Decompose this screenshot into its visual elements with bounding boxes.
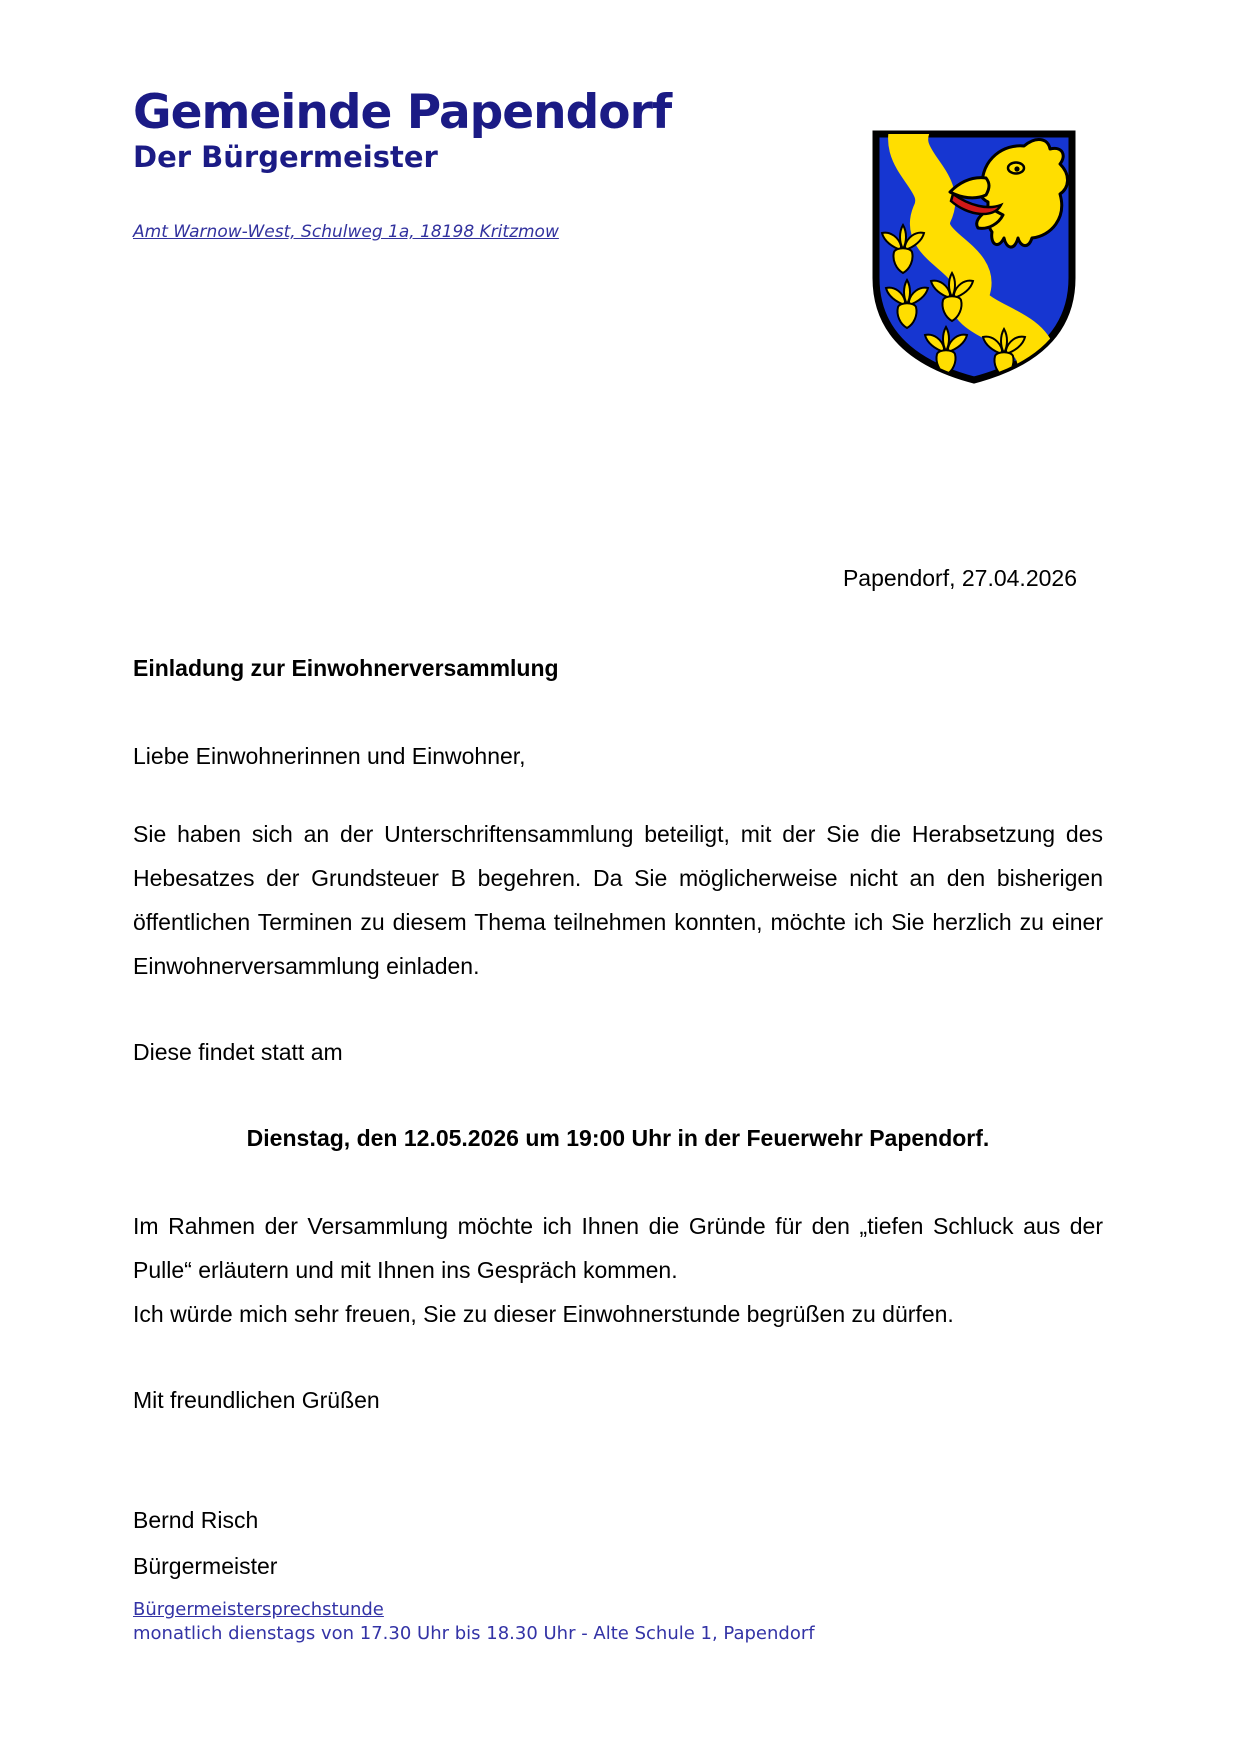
papendorf-coat-of-arms-icon xyxy=(870,128,1078,386)
signature-name: Bernd Risch xyxy=(133,1507,259,1534)
signature-role: Bürgermeister xyxy=(133,1553,278,1580)
org-name: Gemeinde Papendorf xyxy=(133,85,672,140)
footer-title: Bürgermeistersprechstunde xyxy=(133,1599,384,1620)
closing-line: Mit freundlichen Grüßen xyxy=(133,1387,380,1414)
subject-line: Einladung zur Einwohnerversammlung xyxy=(133,655,559,682)
dateline: Papendorf, 27.04.2026 xyxy=(842,565,1077,592)
salutation: Liebe Einwohnerinnen und Einwohner, xyxy=(133,743,526,770)
event-line: Dienstag, den 12.05.2026 um 19:00 Uhr in der Feuerwehr Papendorf. xyxy=(246,1125,990,1152)
coat-of-arms-svg xyxy=(870,128,1078,386)
lead-in-line: Diese findet statt am xyxy=(133,1039,343,1066)
footer-details: monatlich dienstags von 17.30 Uhr bis 18.30 Uhr - Alte Schule 1, Papendorf xyxy=(133,1623,815,1644)
footer xyxy=(133,1598,815,1646)
paragraph-1: Sie haben sich an der Unterschriftensammlung beteiligt, mit der Sie die Herabsetzung des Hebesatzes der Grundsteuer B begehren. Da Sie möglicherweise nicht an den bisherigen öffentlichen Terminen zu diesem Thema teilnehmen konnten, möchte ich Sie herzlich zu einer Einwohnerversammlung einladen. xyxy=(133,821,1103,980)
paragraph-3: Ich würde mich sehr freuen, Sie zu dieser Einwohnerstunde begrüßen zu dürfen. xyxy=(133,1301,954,1328)
office-address-line: Amt Warnow-West, Schulweg 1a, 18198 Kritzmow xyxy=(133,222,559,243)
org-role: Der Bürgermeister xyxy=(133,139,438,174)
paragraph-2: Im Rahmen der Versammlung möchte ich Ihnen die Gründe für den „tiefen Schluck aus der Pulle“ erläutern und mit Ihnen ins Gespräch kommen. xyxy=(133,1213,1103,1284)
